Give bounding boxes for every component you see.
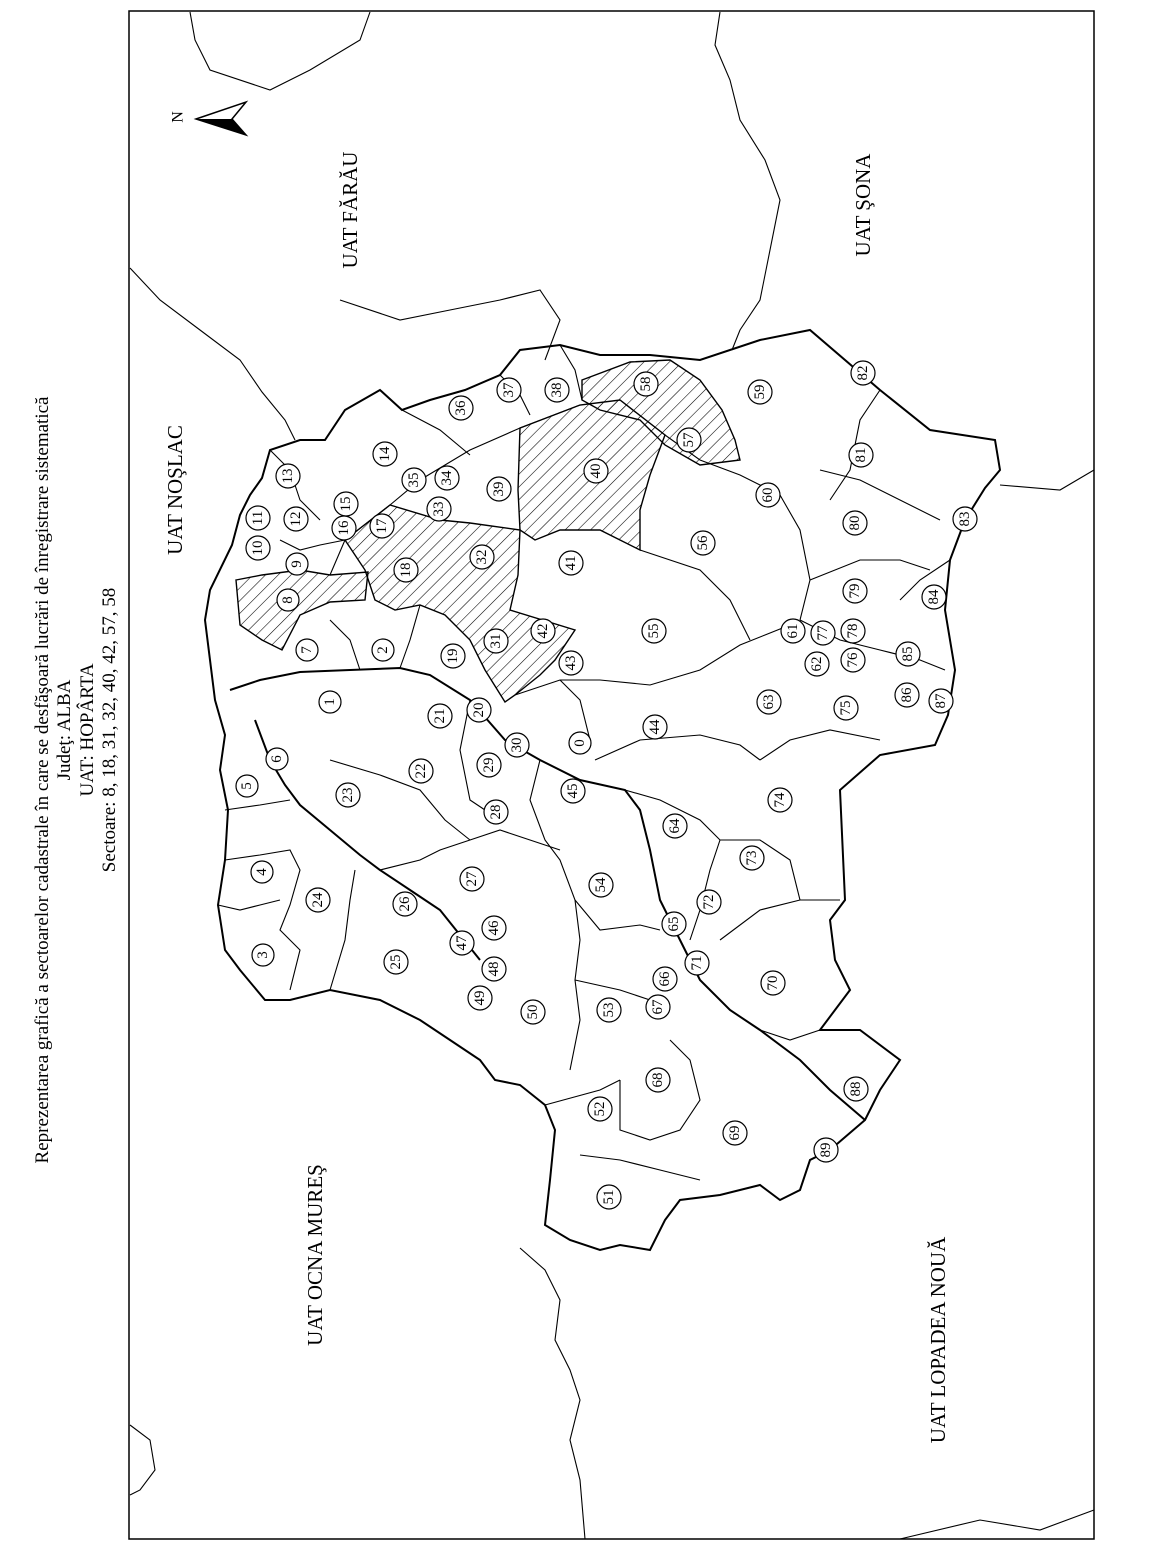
sector-number: 7 [299,646,315,654]
sector-number: 74 [772,792,788,808]
sector-marker-20 [467,698,491,722]
sector-number: 58 [638,376,654,392]
sector-number: 31 [488,633,504,649]
sector-marker-51 [597,1185,621,1209]
sector-number: 36 [453,400,469,416]
sector-number: 51 [601,1189,617,1205]
sector-number: 25 [388,954,404,970]
sector-marker-12 [284,507,308,531]
sector-marker-19 [441,644,465,668]
sector-marker-83 [953,507,977,531]
sector-marker-74 [768,788,792,812]
sector-number: 52 [592,1101,608,1117]
sector-marker-9 [286,553,308,575]
sector-number: 68 [650,1072,666,1088]
label-uat-ocna-mures: UAT OCNA MUREŞ [303,1164,327,1346]
sector-number: 3 [255,951,271,959]
sector-number: 41 [563,555,579,571]
sector-marker-32 [470,545,494,569]
sector-marker-50 [521,1000,545,1024]
sector-marker-16 [332,516,356,540]
sector-number: 46 [486,920,502,936]
sector-marker-39 [487,477,511,501]
title-line-2: Judeţ: ALBA [54,679,75,781]
sector-number: 38 [549,382,565,398]
sector-marker-86 [895,683,919,707]
sector-marker-8 [277,589,299,611]
sector-number: 81 [853,447,869,463]
sector-number: 13 [280,468,296,484]
sector-number: 14 [377,446,393,462]
sector-number: 30 [509,737,525,753]
sector-number: 49 [472,990,488,1006]
sector-marker-46 [482,916,506,940]
title-block [32,396,120,1163]
sector-marker-48 [482,957,506,981]
sector-marker-5 [236,775,258,797]
sector-marker-26 [393,892,417,916]
sector-number: 80 [847,515,863,531]
sector-marker-57 [677,428,701,452]
sector-marker-47 [450,931,474,955]
sector-marker-87 [929,689,953,713]
sector-marker-41 [559,551,583,575]
sector-number: 61 [785,623,801,639]
sector-number: 28 [488,804,504,820]
sector-number: 48 [486,961,502,977]
sector-marker-10 [246,536,270,560]
sector-marker-70 [761,971,785,995]
sector-number: 39 [491,481,507,497]
sector-marker-68 [646,1068,670,1092]
sector-number: 59 [752,384,768,400]
sector-marker-18 [394,558,418,582]
sector-marker-61 [781,619,805,643]
sector-marker-88 [844,1077,868,1101]
sector-marker-75 [834,696,858,720]
sector-number: 5 [239,782,255,790]
sector-number: 82 [855,365,871,381]
sector-number: 11 [250,510,266,526]
label-uat-sona: UAT ŞONA [851,153,875,257]
title-line-1: Reprezentarea grafică a sectoarelor cadastrale în care se desfăşoară lucrări de înregistrare sistematică [32,396,53,1164]
sector-marker-13 [276,464,300,488]
sector-number: 47 [454,935,470,951]
sector-number: 62 [809,656,825,672]
sector-number: 73 [744,850,760,866]
sector-marker-15 [334,492,358,516]
sector-marker-30 [505,733,529,757]
sector-marker-35 [402,468,426,492]
sector-number: 4 [254,868,270,876]
sector-marker-69 [723,1121,747,1145]
north-arrow [170,102,247,135]
sector-marker-37 [497,378,521,402]
sector-marker-59 [748,380,772,404]
sector-marker-22 [409,759,433,783]
sector-marker-53 [597,998,621,1022]
sector-marker-25 [384,950,408,974]
sector-number: 27 [464,871,480,887]
sector-marker-1 [319,691,341,713]
sector-number: 78 [845,623,861,639]
sector-marker-85 [896,642,920,666]
sector-number: 50 [525,1004,541,1020]
sector-number: 1 [322,698,338,706]
label-uat-farau: UAT FĂRĂU [338,151,362,269]
sector-number: 53 [601,1002,617,1018]
sector-marker-6 [266,748,288,770]
sector-number: 9 [289,560,305,568]
sector-marker-33 [427,497,451,521]
sector-number: 10 [250,540,266,556]
sector-marker-14 [373,442,397,466]
sector-number: 0 [572,739,588,747]
sector-marker-43 [559,651,583,675]
sector-marker-79 [843,579,867,603]
sector-marker-28 [484,800,508,824]
sector-marker-44 [643,715,667,739]
sector-marker-66 [653,967,677,991]
sector-number: 35 [406,472,422,488]
sector-marker-40 [584,459,608,483]
sector-number: 40 [588,463,604,479]
sector-marker-73 [740,846,764,870]
title-line-4: Sectoare: 8, 18, 31, 32, 40, 42, 57, 58 [99,587,120,873]
sector-number: 12 [288,511,304,527]
sector-number: 87 [933,693,949,709]
sector-number: 22 [413,763,429,779]
sector-marker-82 [851,361,875,385]
sector-marker-54 [589,873,613,897]
sector-marker-2 [372,639,394,661]
sector-number: 45 [565,783,581,799]
sector-marker-27 [460,867,484,891]
sector-number: 65 [666,916,682,932]
sector-number: 76 [845,652,861,668]
sector-marker-81 [849,443,873,467]
sector-marker-34 [435,466,459,490]
sector-number: 67 [650,999,666,1015]
sector-number: 16 [336,520,352,536]
sector-marker-63 [757,690,781,714]
sector-marker-0 [569,732,591,754]
north-label: N [169,111,187,123]
sector-number: 84 [926,589,942,605]
sector-marker-36 [449,396,473,420]
sector-number: 26 [397,896,413,912]
sector-marker-58 [634,372,658,396]
sector-number: 29 [481,757,497,773]
sector-marker-60 [756,483,780,507]
sector-marker-77 [811,621,835,645]
sector-number: 43 [563,655,579,671]
sector-number: 69 [727,1125,743,1141]
sector-marker-4 [251,861,273,883]
sector-marker-11 [246,506,270,530]
sector-number: 55 [646,623,662,639]
sector-number: 71 [689,955,705,971]
sector-marker-65 [662,912,686,936]
sector-number: 33 [431,501,447,517]
sector-number: 42 [535,623,551,639]
sector-number: 83 [957,511,973,527]
sector-marker-80 [843,511,867,535]
sector-number: 85 [900,646,916,662]
sector-marker-72 [697,890,721,914]
sector-marker-62 [805,652,829,676]
sector-number: 21 [432,708,448,724]
sector-marker-17 [370,514,394,538]
sector-marker-21 [428,704,452,728]
sector-number: 19 [445,648,461,664]
sector-number: 32 [474,549,490,565]
sector-number: 77 [815,625,831,641]
sector-number: 2 [375,646,391,654]
sector-marker-3 [252,944,274,966]
sector-number: 64 [667,818,683,834]
title-line-3: UAT: HOPÂRTA [77,663,98,797]
sector-marker-24 [306,888,330,912]
sector-number: 66 [657,971,673,987]
sector-marker-31 [484,629,508,653]
sector-number: 8 [280,596,296,604]
sector-marker-84 [922,585,946,609]
sector-marker-78 [841,619,865,643]
label-uat-noslac: UAT NOŞLAC [163,425,187,555]
sector-number: 89 [818,1142,834,1158]
sector-marker-38 [545,378,569,402]
sector-marker-76 [841,648,865,672]
sector-number: 60 [760,487,776,503]
sector-marker-71 [685,951,709,975]
sector-marker-55 [642,619,666,643]
sector-marker-29 [477,753,501,777]
sector-number: 75 [838,700,854,716]
sector-marker-7 [296,639,318,661]
sector-number: 79 [847,583,863,599]
sector-marker-42 [531,619,555,643]
sector-marker-56 [691,531,715,555]
sector-number: 24 [310,892,326,908]
sector-number: 37 [501,382,517,398]
sector-number: 34 [439,470,455,486]
sector-number: 63 [761,694,777,710]
sector-number: 17 [374,518,390,534]
label-uat-lopadea-noua: UAT LOPADEA NOUĂ [926,1236,950,1444]
sector-number: 15 [338,496,354,512]
sector-number: 44 [647,719,663,735]
sector-marker-52 [588,1097,612,1121]
sector-marker-23 [336,783,360,807]
sector-marker-89 [814,1138,838,1162]
sector-number: 57 [681,432,697,448]
sector-number: 23 [340,787,356,803]
sector-marker-49 [468,986,492,1010]
sector-marker-64 [663,814,687,838]
sector-number: 18 [398,562,414,578]
sector-number: 20 [471,702,487,718]
sector-marker-67 [646,995,670,1019]
sector-number: 70 [765,975,781,991]
sector-number: 88 [848,1081,864,1097]
sector-marker-45 [561,779,585,803]
sector-number: 72 [701,894,717,910]
sector-number: 6 [269,755,285,763]
sector-number: 56 [695,535,711,551]
sector-number: 86 [899,687,915,703]
sector-number: 54 [593,877,609,893]
